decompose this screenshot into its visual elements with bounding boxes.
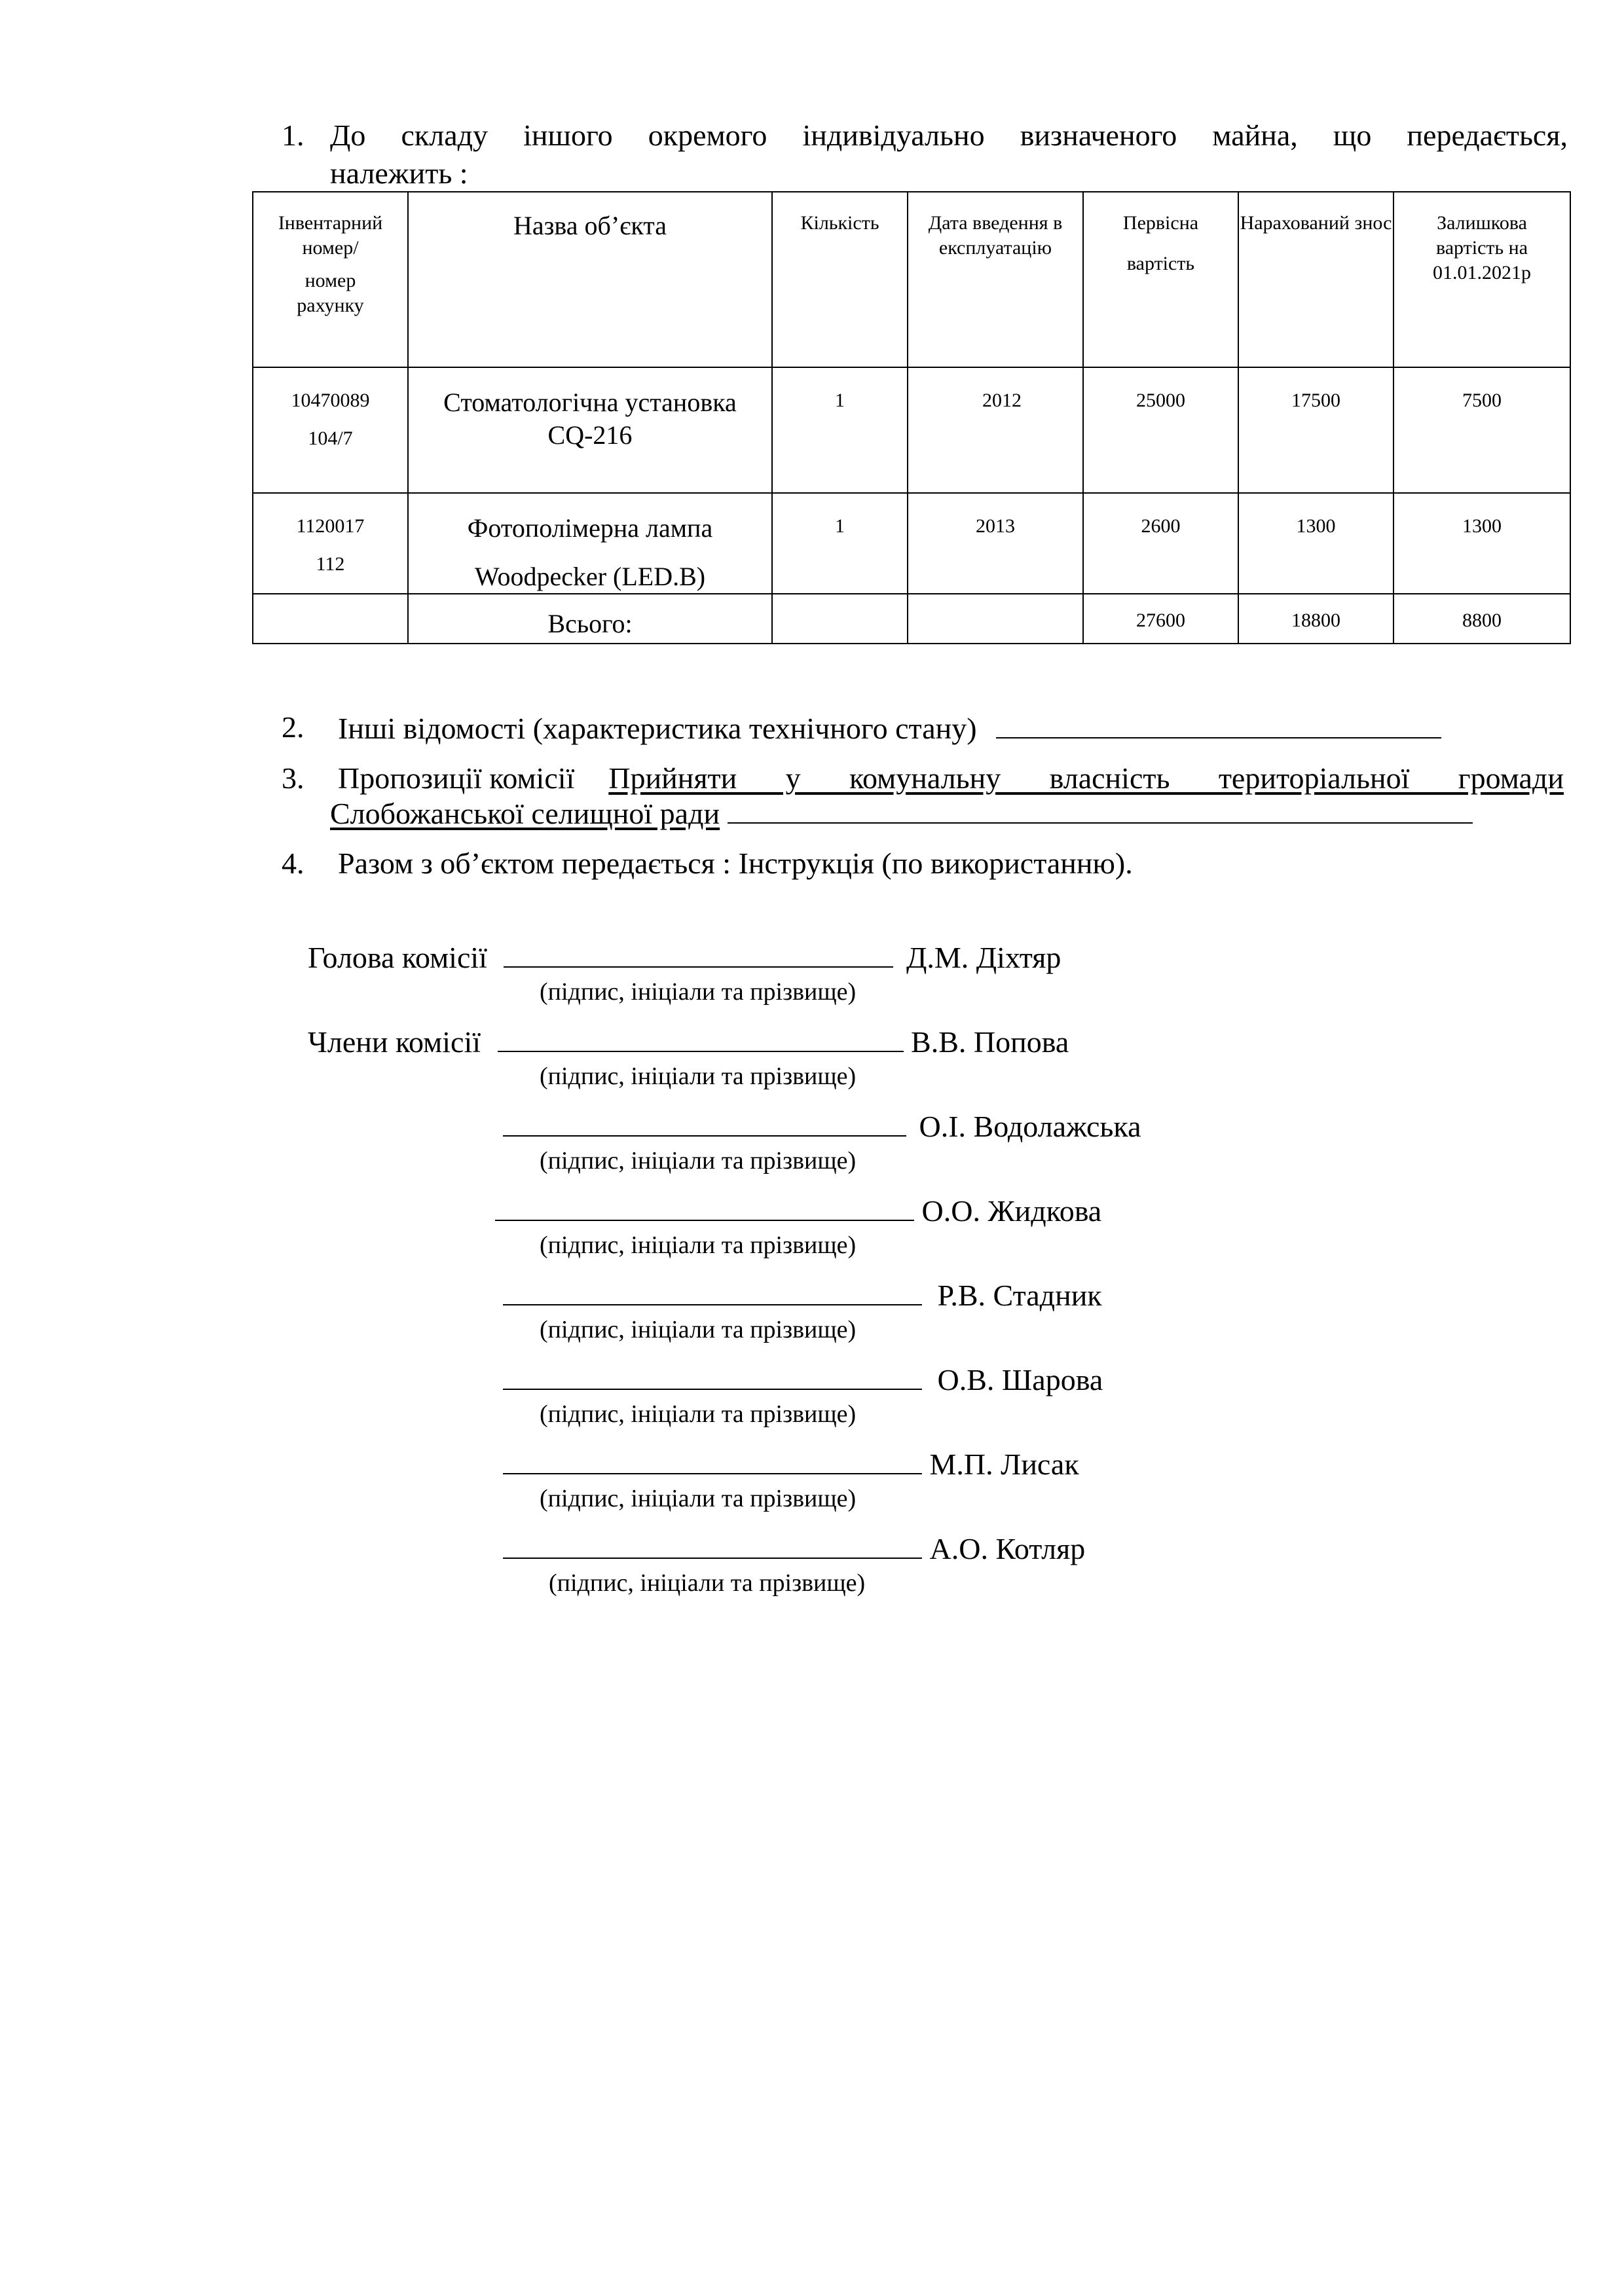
chair-blank — [504, 938, 893, 968]
member-name: О.О. Жидкова — [921, 1194, 1102, 1228]
header-inventory — [253, 192, 408, 367]
member-caption: (підпис, ініціали та прізвище) — [540, 1147, 857, 1175]
member-name: М.П. Лисак — [929, 1448, 1079, 1481]
header-residual: Залишкова вартість на 01.01.2021р — [1393, 192, 1570, 367]
member-blank — [503, 1106, 906, 1137]
member-name: В.В. Попова — [911, 1025, 1069, 1059]
row2-inventory — [253, 493, 408, 594]
section-3-blank — [728, 793, 1473, 824]
header-depreciation: Нарахований знос — [1238, 192, 1393, 367]
row1-initial: 25000 — [1083, 367, 1238, 493]
member-name: О.В. Шарова — [937, 1363, 1103, 1396]
member-blank — [498, 1022, 904, 1052]
row2-name-b: Woodpecker (LED.B) — [474, 562, 706, 591]
row2-year: 2013 — [908, 493, 1083, 594]
row2-residual: 1300 — [1393, 493, 1570, 594]
section-3-number: 3. — [282, 761, 304, 795]
row2-inventory-a: 1120017 — [296, 515, 365, 537]
section-3-proposal-line2: Слобожанської селищної ради — [330, 797, 720, 830]
section-2-number: 2. — [282, 710, 304, 744]
chair-name: Д.М. Діхтяр — [906, 941, 1061, 974]
member-signature — [503, 1106, 1141, 1146]
row1-inventory-a: 10470089 — [291, 390, 370, 411]
member-signature — [503, 1360, 1103, 1399]
member-caption: (підпис, ініціали та прізвище) — [540, 1063, 857, 1090]
header-date: Дата введення в експлуатацію — [908, 192, 1083, 367]
table-row — [253, 367, 1570, 493]
header-initial — [1083, 192, 1238, 367]
header-initial-a: Первісна — [1122, 212, 1199, 234]
section-2-content — [338, 708, 1441, 748]
member-caption: (підпис, ініціали та прізвище) — [540, 1231, 857, 1259]
section-2-text: Інші відомості (характеристика технічного стану) — [338, 712, 977, 745]
header-inventory-b: номер рахунку — [297, 270, 364, 316]
member-signature — [503, 1529, 1085, 1568]
row1-inventory-b: 104/7 — [308, 428, 353, 449]
section-3-label: Пропозиції комісії — [338, 761, 575, 795]
total-empty-3 — [908, 594, 1083, 644]
section-1-text-line2: належить : — [330, 156, 468, 190]
member-blank — [503, 1444, 922, 1474]
chair-signature — [308, 938, 1061, 977]
row1-residual: 7500 — [1393, 367, 1570, 493]
row1-inventory — [253, 367, 408, 493]
member-signature — [503, 1275, 1102, 1315]
table-header-row — [253, 192, 1570, 367]
section-4-text: Разом з об’єктом передається : Інструкція (по використанню). — [338, 847, 1133, 880]
section-3-line1 — [338, 759, 1564, 797]
member-blank — [503, 1360, 922, 1390]
header-quantity: Кількість — [772, 192, 908, 367]
section-1-number: 1. — [282, 118, 304, 152]
table-row — [253, 493, 1570, 594]
row2-depreciation: 1300 — [1238, 493, 1393, 594]
row1-quantity: 1 — [772, 367, 908, 493]
property-table — [252, 191, 1571, 644]
row1-name: Стоматологічна установка CQ-216 — [408, 367, 772, 493]
section-1-text-line1: До складу іншого окремого індивідуально визначеного майна, що передається, — [330, 118, 1568, 152]
row1-depreciation: 17500 — [1238, 367, 1393, 493]
members-label: Члени комісії — [308, 1025, 481, 1059]
header-inventory-a: Інвентарний номер/ — [278, 212, 383, 259]
member-name: А.О. Котляр — [929, 1532, 1086, 1565]
member-caption: (підпис, ініціали та прізвище) — [540, 1400, 857, 1428]
total-residual: 8800 — [1393, 594, 1570, 644]
row2-inventory-b: 112 — [316, 553, 345, 575]
total-depreciation: 18800 — [1238, 594, 1393, 644]
member-blank — [503, 1529, 922, 1559]
total-empty-1 — [253, 594, 408, 644]
row1-year: 2012 — [908, 367, 1083, 493]
member-signature — [495, 1191, 1101, 1230]
header-initial-b: вартість — [1126, 253, 1195, 274]
row2-name-a: Фотополімерна лампа — [467, 513, 713, 543]
section-3-line2 — [330, 793, 1473, 833]
table-total-row — [253, 594, 1570, 644]
member-caption: (підпис, ініціали та прізвище) — [549, 1569, 866, 1597]
section-4-number: 4. — [282, 847, 304, 880]
chair-label: Голова комісії — [308, 941, 487, 974]
total-label: Всього: — [408, 594, 772, 644]
total-initial: 27600 — [1083, 594, 1238, 644]
member-signature — [308, 1022, 1069, 1061]
member-blank — [495, 1191, 914, 1221]
row2-quantity: 1 — [772, 493, 908, 594]
total-empty-2 — [772, 594, 908, 644]
chair-caption: (підпис, ініціали та прізвище) — [540, 978, 857, 1006]
row2-initial: 2600 — [1083, 493, 1238, 594]
member-signature — [503, 1444, 1079, 1484]
section-2-blank — [996, 708, 1441, 738]
row2-name — [408, 493, 772, 594]
member-name: О.І. Водолажська — [919, 1110, 1141, 1143]
member-caption: (підпис, ініціали та прізвище) — [540, 1485, 857, 1512]
section-3-proposal-line1: Прийняти у комунальну власність територіальної громади — [608, 761, 1564, 795]
member-caption: (підпис, ініціали та прізвище) — [540, 1316, 857, 1343]
member-blank — [503, 1275, 922, 1305]
member-name: Р.В. Стадник — [937, 1279, 1102, 1312]
header-name: Назва об’єкта — [408, 192, 772, 367]
